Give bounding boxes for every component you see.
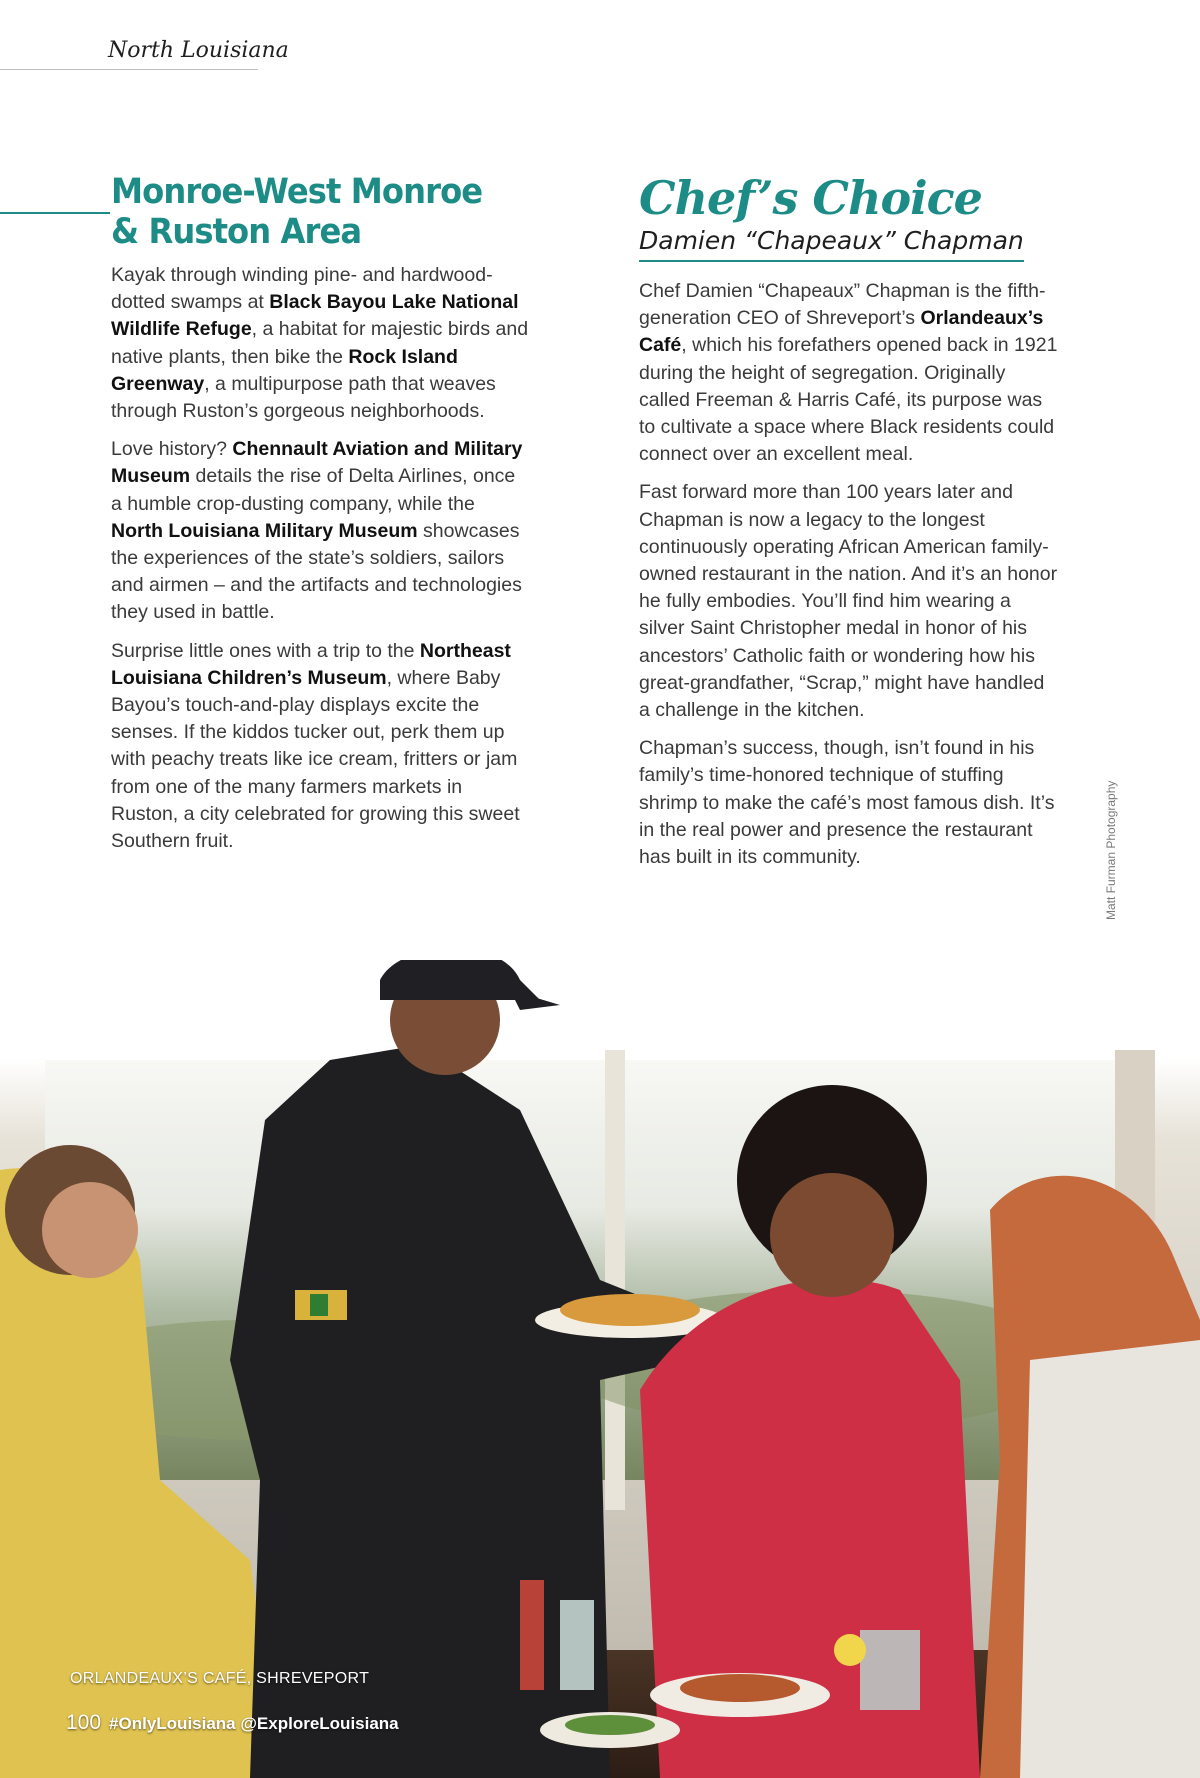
text: Love history? [111, 438, 233, 461]
text: , which his forefathers opened back in 1921 during the height of segregation. Originally called Freeman & Harris Café, its purpose was to cultivate a space where Black residents could connect over an excellent meal. [639, 334, 1058, 466]
text: showcases the experiences of the state’s soldiers, sailors and airmen – and the artifacts and technologies they used in battle. [111, 519, 522, 624]
photo-credit: Matt Furman Photography [1104, 780, 1118, 920]
place-name: North Louisiana Military Museum [111, 519, 418, 542]
section-tag: North Louisiana [108, 38, 289, 63]
restaurant-name: Orlandeaux’s Café [639, 307, 1044, 357]
paragraph-legacy: Fast forward more than 100 years later and Chapman is now a legacy to the longest continuously operating African American family-owned restaurant in the nation. And it’s an honor he fully embodies. You’ll find him wearing a silver Saint Christopher medal in honor of his ancestors’ Catholic faith or wondering how his great-grandfather, “Scrap,” might have handled a challenge in the kitchen. [639, 481, 1058, 722]
text: Kayak through winding pine- and hardwood-dotted swamps at [111, 264, 493, 314]
text: , a habitat for majestic birds and native plants, then bike the [111, 318, 529, 368]
paragraph-kids [111, 638, 531, 856]
place-name: Northeast Louisiana Children’s Museum [111, 639, 511, 689]
area-headline [111, 172, 497, 252]
chefs-choice-title: Chef’s Choice [639, 171, 982, 225]
place-name: Black Bayou Lake National Wildlife Refuge [111, 291, 519, 341]
headline-line-2: & Ruston Area [111, 212, 362, 252]
paragraph-history [111, 436, 531, 626]
photo-caption: ORLANDEAUX’S CAFÉ, SHREVEPORT [70, 1670, 370, 1687]
text: , where Baby Bayou’s touch-and-play displays excite the senses. If the kiddos tucker out, perk them up with peachy treats like ice cream, fritters or jam from one of the many farmers markets in Ruston, a city celebrated for growing this sweet Southern fruit. [111, 666, 520, 853]
restaurant-photo [0, 960, 1200, 1778]
right-column [639, 172, 1059, 882]
headline-line-1: Monroe-West Monroe [111, 172, 483, 212]
headline-rule [0, 212, 110, 214]
paragraph-outdoors [111, 262, 531, 425]
text: Surprise little ones with a trip to the [111, 639, 420, 662]
place-name: Chennault Aviation and Military Museum [111, 438, 523, 488]
left-column [111, 172, 531, 866]
place-name: Rock Island Greenway [111, 345, 458, 395]
header-rule [0, 69, 258, 70]
page-footer [66, 1711, 399, 1735]
text: details the rise of Delta Airlines, once a humble crop-dusting company, while the [111, 465, 516, 515]
chef-name-subtitle: Damien “Chapeaux” Chapman [639, 224, 1024, 262]
paragraph-chef-intro [639, 278, 1059, 468]
page-number: 100 [66, 1711, 102, 1734]
footer-hashtags: #OnlyLouisiana @ExploreLouisiana [109, 1714, 399, 1733]
text: Chef Damien “Chapeaux” Chapman is the fifth-generation CEO of Shreveport’s [639, 280, 1046, 330]
paragraph-success: Chapman’s success, though, isn’t found in his family’s time-honored technique of stuffing shrimp to make the café’s most famous dish. It’s in the real power and presence the restaurant has built in its community. [639, 737, 1055, 869]
text: , a multipurpose path that weaves through Ruston’s gorgeous neighborhoods. [111, 372, 496, 423]
